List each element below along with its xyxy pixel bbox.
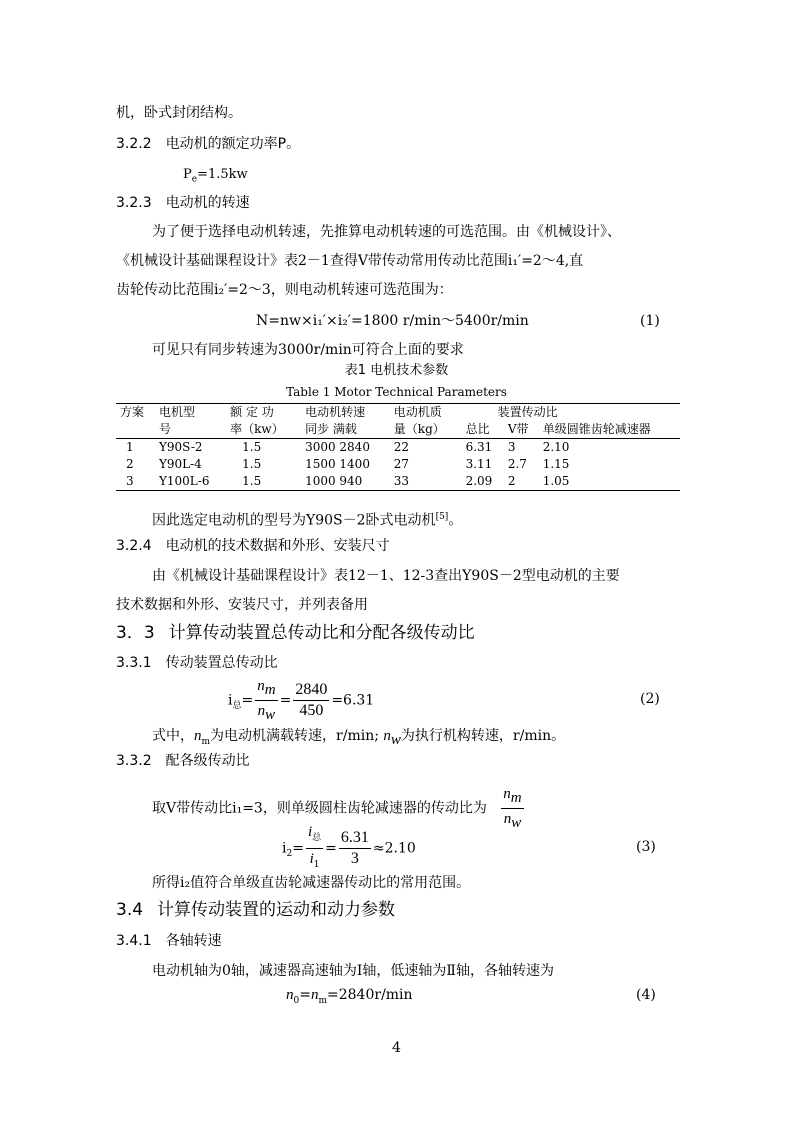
- paragraph-ratio: 取V带传动比i₁=3，则单级圆柱齿轮减速器的传动比为 $\frac{n_m}{n_w}$: [152, 786, 522, 831]
- paragraph-shafts: 电动机轴为0轴，减速器高速轴为Ⅰ轴，低速轴为Ⅱ轴，各轴转速为: [152, 963, 554, 979]
- heading-3-4: 3.4 计算传动装置的运动和动力参数: [116, 900, 396, 920]
- paragraph-technical-data-line1: 由《机械设计基础课程设计》表12－1、12-3查出Y90S－2型电动机的主要: [152, 568, 620, 584]
- equation-4-number: (4): [636, 987, 656, 1003]
- table-caption-cn: 表1 电机技术参数: [344, 363, 449, 378]
- equation-4: $n_0=n_m=2840r/\min$: [286, 987, 413, 1006]
- fraction: $\frac{n_m}{n_w}$: [257, 678, 276, 723]
- table-row: 2 Y90L-4 1.5 1500 1400 27 3.11 2.7 1.15: [126, 457, 570, 471]
- heading-number: 3.2.2: [116, 136, 152, 152]
- heading-3-3: 3．3 计算传动装置总传动比和分配各级传动比: [116, 623, 475, 643]
- page-number: 4: [392, 1040, 401, 1056]
- paragraph-requirement: 可见只有同步转速为3000r/min可符合上面的要求: [152, 342, 464, 358]
- table-header-row: 号 率（kw） 同步 满载 量（kg） 总比 V带 单级圆锥齿轮减速器: [116, 421, 680, 439]
- table-row: 3 Y100L-6 1.5 1000 940 33 2.09 2 1.05: [126, 474, 570, 488]
- equation-1: N=nw×i₁′×i₂′=1800 r/min～5400r/min: [256, 313, 529, 329]
- paragraph-technical-data-line2: 技术数据和外形、安装尺寸，并列表备用: [116, 597, 368, 613]
- heading-3-2-3: 3.2.3 电动机的转速: [116, 195, 250, 211]
- equation-3: $i_2=$ $\frac{i_总}{i_1}$ = $\frac{6.31}{3}$ ≈2.10: [282, 822, 416, 875]
- paragraph-intro: 机，卧式封闭结构。: [116, 105, 242, 121]
- heading-3-2-4: 3.2.4 电动机的技术数据和外形、安装尺寸: [116, 538, 390, 554]
- heading-3-4-1: 3.4.1 各轴转速: [116, 933, 222, 949]
- paragraph-speed-line3: 齿轮传动比范围i₂′=2～3，则电动机转速可选范围为：: [116, 282, 453, 298]
- paragraph-speed-line2: 《机械设计基础课程设计》表2－1查得V带传动常用传动比范围i₁′=2～4,直: [116, 253, 584, 269]
- fraction: $\frac{2840}{450}$: [295, 680, 328, 719]
- citation-ref: [5]: [435, 512, 449, 522]
- paragraph-where: 式中，$n_m$为电动机满载转速，r/min; $n_w$为执行机构转速，r/min。: [152, 728, 566, 748]
- table-caption-en: Table 1 Motor Technical Parameters: [286, 385, 507, 399]
- paragraph-selection: 因此选定电动机的型号为Y90S－2卧式电动机[5]。: [152, 512, 463, 529]
- heading-3-3-2: 3.3.2 配各级传动比: [116, 753, 250, 769]
- equation-3-number: (3): [636, 839, 656, 855]
- table-header-row: 方案 电机型 额 定 功 电动机转速 电动机质 装置传动比: [120, 405, 558, 419]
- equation-2-number: (2): [640, 691, 660, 707]
- paragraph-conclusion: 所得i₂值符合单级直齿轮减速器传动比的常用范围。: [152, 875, 471, 891]
- paragraph-speed-line1: 为了便于选择电动机转速，先推算电动机转速的可选范围。由《机械设计》、: [152, 224, 621, 240]
- fraction: $\frac{i_总}{i_1}$: [307, 824, 322, 870]
- motor-parameters-table: [116, 403, 680, 491]
- heading-title: 电动机的额定功率P。: [165, 136, 301, 152]
- fraction: $\frac{n_m}{n_w}$: [503, 786, 522, 831]
- heading-3-2-2: [116, 135, 300, 153]
- rated-power-formula: $P_e=1.5kw$: [183, 167, 248, 185]
- fraction: $\frac{6.31}{3}$: [340, 828, 369, 867]
- equation-2: $i_总=$ $\frac{n_m}{n_w}$ = $\frac{2840}{450}$ =6.31: [228, 678, 375, 723]
- heading-3-3-1: 3.3.1 传动装置总传动比: [116, 655, 278, 671]
- table-row: 1 Y90S-2 1.5 3000 2840 22 6.31 3 2.10: [126, 440, 570, 454]
- equation-1-number: (1): [640, 313, 660, 329]
